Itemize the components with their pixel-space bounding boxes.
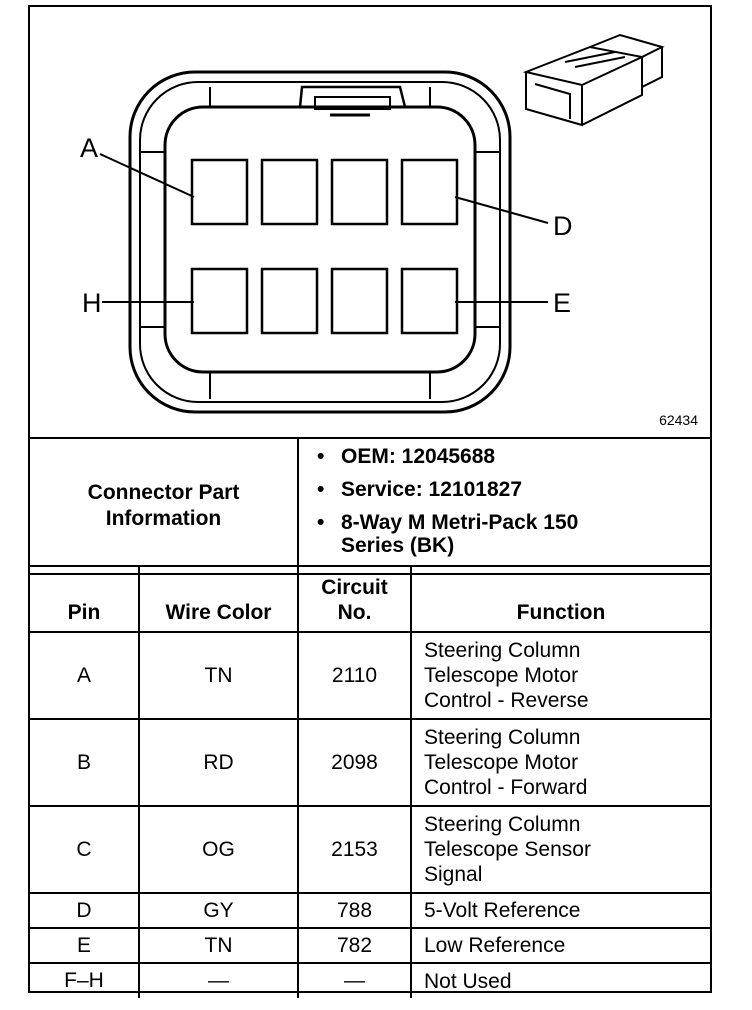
row-function: Low Reference: [411, 928, 710, 963]
pin-cavity-e: [402, 269, 457, 333]
header-pin: Pin: [30, 566, 139, 632]
row-circuit: 2110: [298, 632, 411, 719]
pin-table-header: [30, 566, 710, 632]
connector-part-info-label: [30, 438, 298, 574]
connector-isometric-icon: [526, 35, 662, 125]
row-wire-color: GY: [139, 893, 298, 928]
table-row: [30, 928, 710, 963]
header-circuit: Circuit No.: [298, 566, 411, 632]
pin-cavity-c: [332, 160, 387, 224]
connector-type: • 8-Way M Metri-Pack 150 Series (BK): [341, 511, 591, 557]
row-wire-color: TN: [139, 928, 298, 963]
pin-table: [30, 565, 710, 998]
connector-part-info-values: [298, 438, 710, 574]
connector-face-drawing: [30, 7, 710, 437]
row-circuit: 782: [298, 928, 411, 963]
pin-e-label: E: [553, 288, 572, 318]
row-circuit: 788: [298, 893, 411, 928]
table-row: [30, 806, 710, 893]
row-function: Steering Column Telescope Sensor Signal: [411, 806, 710, 893]
service-number: • Service: 12101827: [341, 478, 710, 501]
pin-d-label: D: [553, 211, 573, 241]
row-pin: C: [30, 806, 139, 893]
row-function: 5-Volt Reference: [411, 893, 710, 928]
pin-cavity-g: [262, 269, 317, 333]
row-pin: B: [30, 719, 139, 806]
row-wire-color: —: [139, 963, 298, 998]
connector-document: [28, 5, 712, 993]
row-pin: A: [30, 632, 139, 719]
row-wire-color: TN: [139, 632, 298, 719]
row-function: Steering Column Telescope Motor Control - Forward: [411, 719, 710, 806]
row-pin: E: [30, 928, 139, 963]
row-circuit: 2098: [298, 719, 411, 806]
header-function: Function: [411, 566, 710, 632]
pin-cavity-f: [332, 269, 387, 333]
connector-diagram: [30, 7, 710, 437]
table-row: [30, 632, 710, 719]
row-wire-color: RD: [139, 719, 298, 806]
row-pin: F–H: [30, 963, 139, 998]
connector-part-info-table: [30, 437, 710, 575]
pin-cavity-d: [402, 160, 457, 224]
header-wire-color: Wire Color: [139, 566, 298, 632]
row-circuit: —: [298, 963, 411, 998]
row-pin: D: [30, 893, 139, 928]
row-wire-color: OG: [139, 806, 298, 893]
pin-a-label: A: [80, 133, 99, 163]
table-row: [30, 719, 710, 806]
figure-number: 62434: [659, 412, 698, 428]
row-function: Steering Column Telescope Motor Control - Reverse: [411, 632, 710, 719]
table-row: [30, 893, 710, 928]
row-function: Not Used: [411, 963, 710, 998]
pin-cavity-h: [192, 269, 247, 333]
row-circuit: 2153: [298, 806, 411, 893]
pin-cavity-b: [262, 160, 317, 224]
oem-number: • OEM: 12045688: [341, 445, 710, 468]
pin-h-label: H: [82, 288, 102, 318]
connector-part-info-text: Connector Part Information: [87, 481, 240, 530]
table-row: [30, 963, 710, 998]
pin-cavity-a: [192, 160, 247, 224]
